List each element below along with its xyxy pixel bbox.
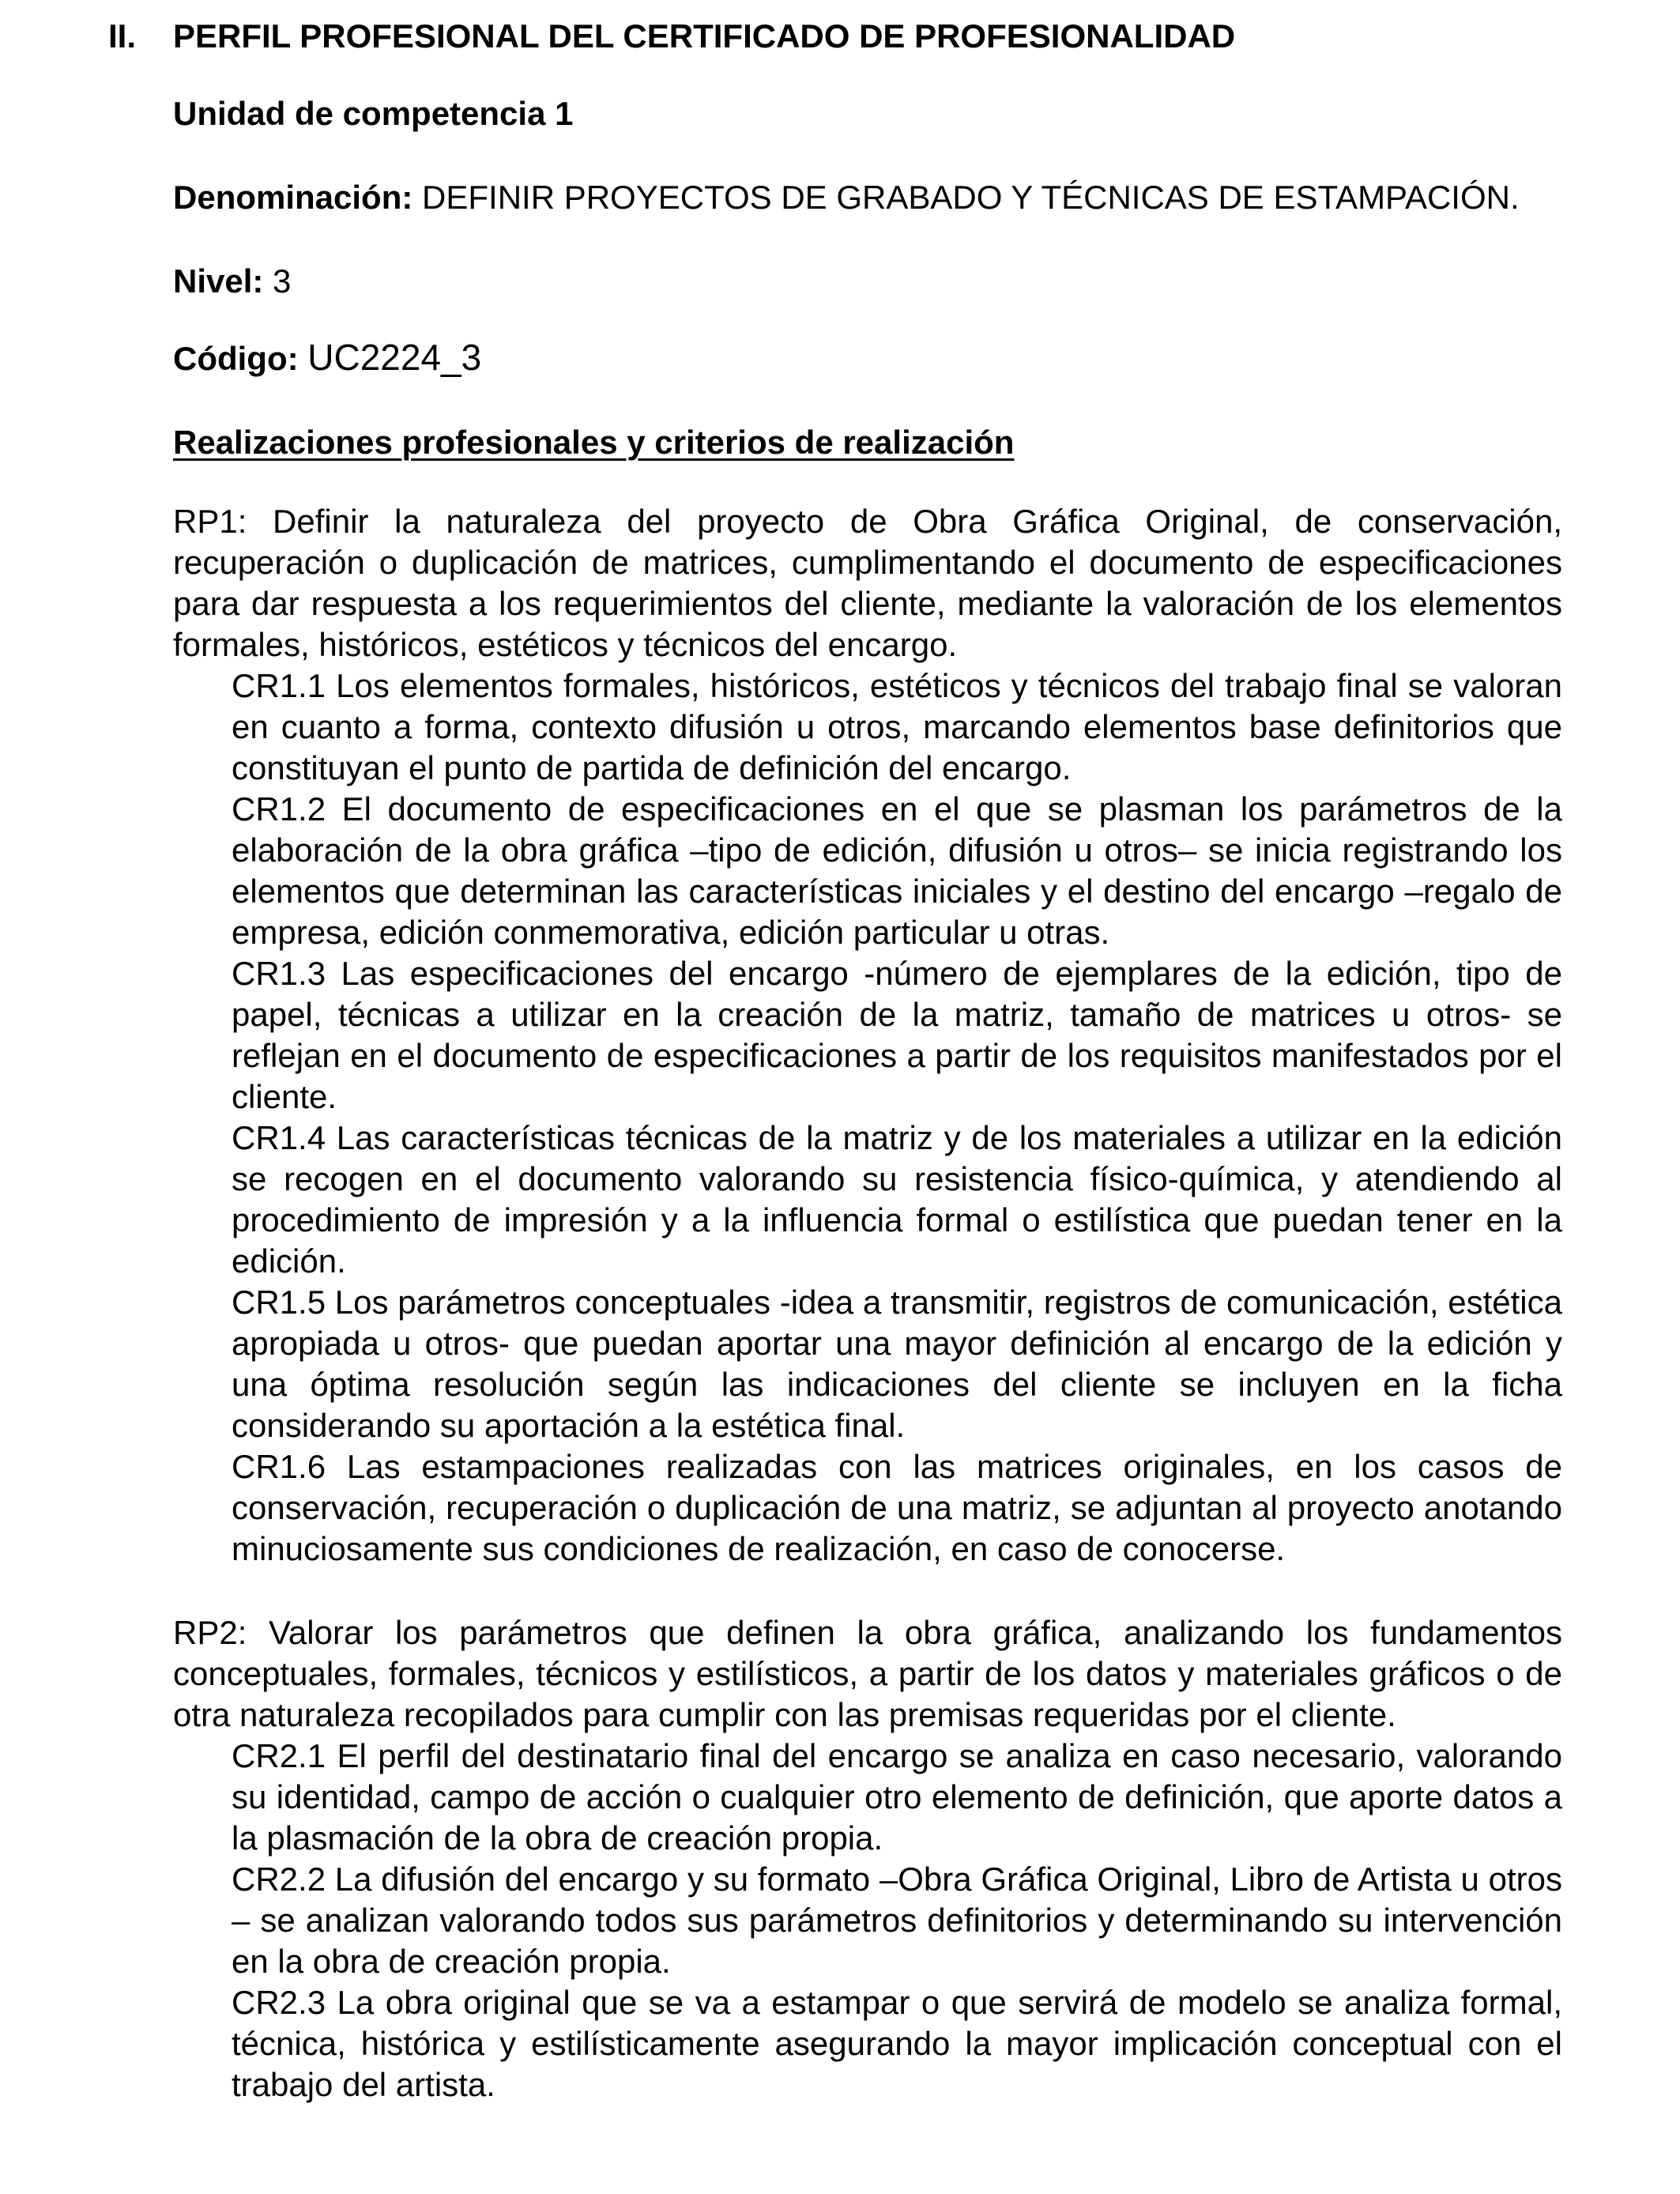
criterion: CR2.3 La obra original que se va a estampar o que servirá de modelo se analiza formal, técnica, histórica y estilísticamente asegurando la mayor implicación conceptual con el trabajo del artista. (232, 1984, 1562, 2103)
codigo-field (173, 337, 1562, 379)
nivel-value: 3 (273, 262, 292, 300)
criterion: CR2.2 La difusión del encargo y su formato –Obra Gráfica Original, Libro de Artista u otros – se analizan valorando todos sus parámetros definitorios y determinando su intervención en la obra de creación propia. (232, 1860, 1562, 1980)
denominacion-field (173, 177, 1562, 218)
criterion: CR2.1 El perfil del destinatario final del encargo se analiza en caso necesario, valorando su identidad, campo de acción o cualquier otro elemento de definición, que aporte datos a la plasmación de la obra de creación propia. (232, 1737, 1562, 1857)
criterion: CR1.2 El documento de especificaciones en el que se plasman los parámetros de la elaboración de la obra gráfica –tipo de edición, difusión u otros– se inicia registrando los elementos que determinan las características iniciales y el destino del encargo –regalo de empresa, edición conmemorativa, edición particular u otras. (232, 790, 1562, 951)
criterion: CR1.5 Los parámetros conceptuales -idea a transmitir, registros de comunicación, estética apropiada u otros- que puedan aportar una mayor definición al encargo de la edición y una óptima resolución según las indicaciones del cliente se incluyen en la ficha considerando su aportación a la estética final. (232, 1284, 1562, 1444)
denominacion-label: Denominación: (173, 179, 413, 216)
realizaciones-title: Realizaciones profesionales y criterios de realización (173, 424, 1015, 461)
codigo-label: Código: (173, 340, 299, 377)
criterion: CR1.6 Las estampaciones realizadas con las matrices originales, en los casos de conservación, recuperación o duplicación de una matriz, se adjuntan al proyecto anotando minuciosamente sus condiciones de realización, en caso de conocerse. (232, 1448, 1562, 1567)
codigo-value: UC2224_3 (307, 337, 482, 378)
nivel-field (173, 261, 1562, 302)
rp-block (173, 501, 1562, 1570)
section-number: II. (108, 17, 137, 55)
rp-block (173, 1612, 1562, 2105)
document-content (173, 93, 1562, 2105)
nivel-label: Nivel: (173, 262, 264, 300)
denominacion-value: DEFINIR PROYECTOS DE GRABADO Y TÉCNICAS DE ESTAMPACIÓN. (422, 179, 1520, 216)
unit-title: Unidad de competencia 1 (173, 95, 574, 132)
section-heading (108, 13, 1610, 60)
criterion: CR1.4 Las características técnicas de la matriz y de los materiales a utilizar en la edición se recogen en el documento valorando su resistencia físico-química, y atendiendo al procedimiento de impresión y a la influencia formal o estilística que puedan tener en la edición. (232, 1119, 1562, 1280)
section-title: PERFIL PROFESIONAL DEL CERTIFICADO DE PROFESIONALIDAD (173, 17, 1236, 55)
criterion: CR1.3 Las especificaciones del encargo -número de ejemplares de la edición, tipo de papel, técnicas a utilizar en la creación de la matriz, tamaño de matrices u otros- se reflejan en el documento de especificaciones a partir de los requisitos manifestados por el cliente. (232, 955, 1562, 1115)
criterion: CR1.1 Los elementos formales, históricos, estéticos y técnicos del trabajo final se valoran en cuanto a forma, contexto difusión u otros, marcando elementos base definitorios que constituyan el punto de partida de definición del encargo. (232, 667, 1562, 786)
rp-text: RP1: Definir la naturaleza del proyecto de Obra Gráfica Original, de conservación, recuperación o duplicación de matrices, cumplimentando el documento de especificaciones para dar respuesta a los requerimientos del cliente, mediante la valoración de los elementos formales, históricos, estéticos y técnicos del encargo. (173, 503, 1562, 663)
rp-text: RP2: Valorar los parámetros que definen la obra gráfica, analizando los fundamentos conceptuales, formales, técnicos y estilísticos, a partir de los datos y materiales gráficos o de otra naturaleza recopilados para cumplir con las premisas requeridas por el cliente. (173, 1614, 1562, 1733)
